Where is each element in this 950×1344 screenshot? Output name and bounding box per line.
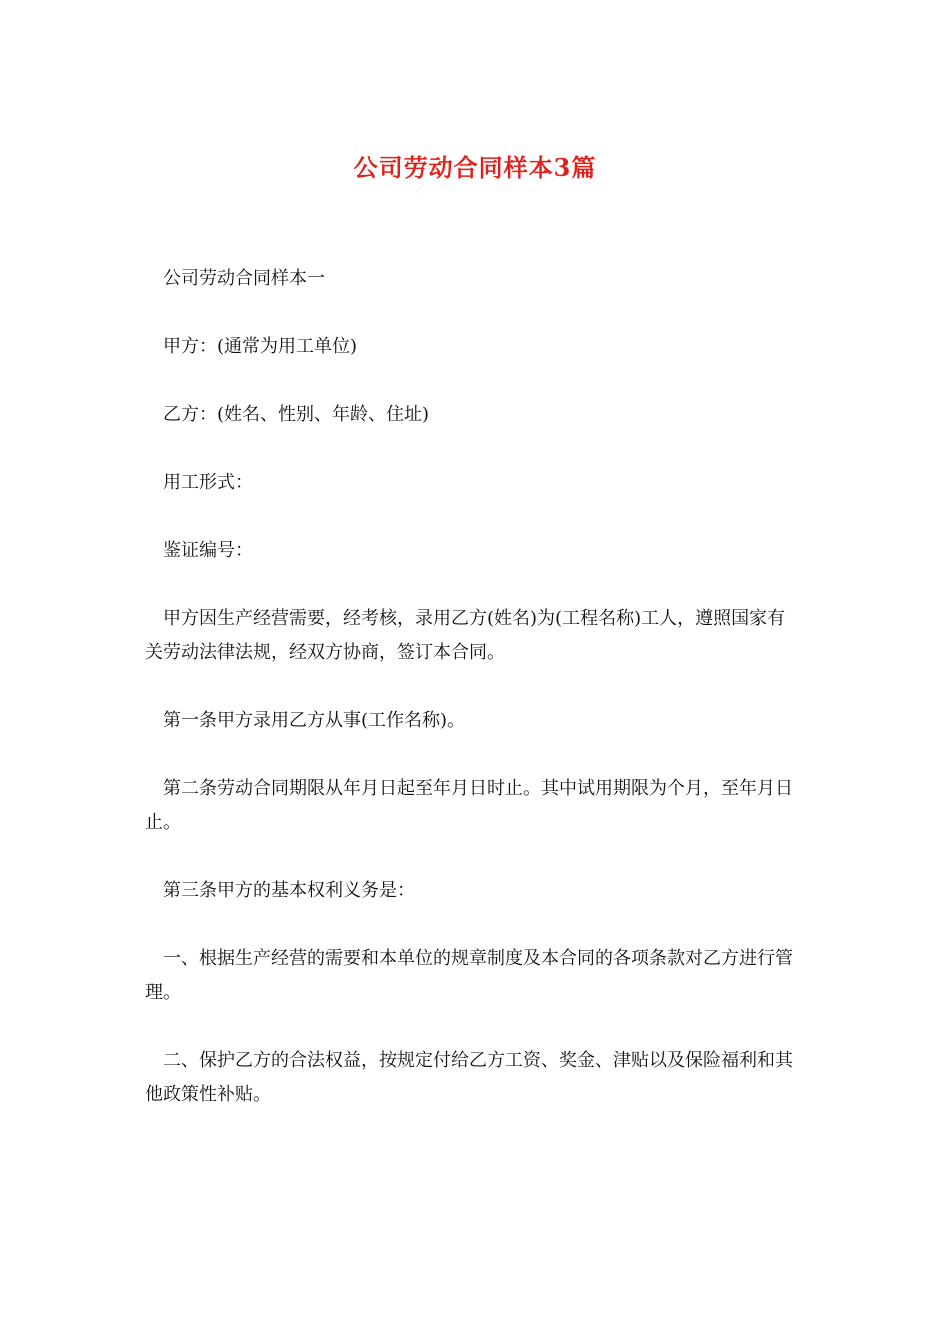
paragraph: 公司劳动合同样本一	[163, 268, 325, 289]
paragraph: 一、根据生产经营的需要和本单位的规章制度及本合同的各项条款对乙方进行管理。	[145, 948, 793, 1003]
paragraph: 二、保护乙方的合法权益，按规定付给乙方工资、奖金、津贴以及保险福利和其他政策性补贴。	[145, 1050, 793, 1105]
paragraph: 鉴证编号：	[163, 540, 253, 561]
paragraph: 第二条劳动合同期限从年月日起至年月日时止。其中试用期限为个月，至年月日止。	[145, 778, 793, 833]
paragraph: 乙方：(姓名、性别、年龄、住址)	[163, 404, 430, 425]
paragraph: 第一条甲方录用乙方从事(工作名称)。	[163, 710, 466, 731]
document-title: 公司劳动合同样本3篇	[353, 153, 597, 182]
paragraph: 第三条甲方的基本权利义务是：	[163, 880, 415, 901]
paragraph: 用工形式：	[163, 472, 253, 493]
paragraph: 甲方因生产经营需要，经考核，录用乙方(姓名)为(工程名称)工人，遵照国家有关劳动法律法规，经双方协商，签订本合同。	[145, 608, 786, 663]
paragraph: 甲方：(通常为用工单位)	[163, 336, 358, 357]
document-body	[145, 262, 797, 1146]
